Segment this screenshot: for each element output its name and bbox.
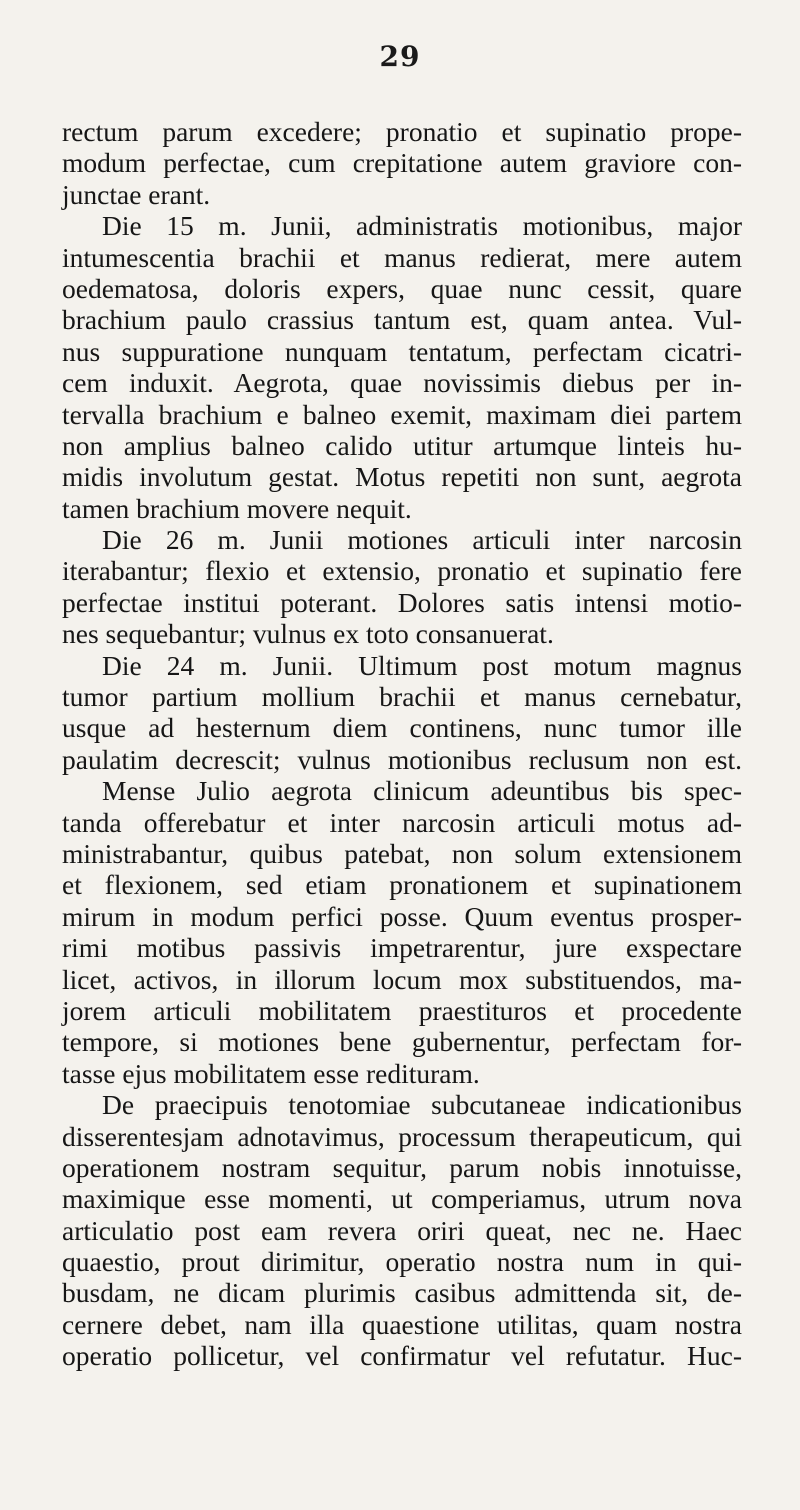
paragraph-3 — [62, 524, 742, 650]
text-line: Mense Julio aegrota clinicum adeuntibus bis spec- — [102, 775, 742, 807]
body-text — [62, 116, 742, 1372]
text-line: operatio pollicetur, vel confirmatur vel refutatur. Huc- — [62, 1340, 742, 1372]
text-line: tamen brachium movere nequit. — [62, 492, 412, 524]
text-line: iterabantur; flexio et extensio, pronatio et supinatio fere — [62, 555, 742, 587]
text-line: midis involutum gestat. Motus repetiti non sunt, aegrota — [62, 461, 742, 493]
page-number: 29 — [379, 40, 421, 73]
text-line: mirum in modum perfici posse. Quum eventus prosper- — [62, 900, 742, 932]
text-line: De praecipuis tenotomiae subcutaneae indicationibus — [102, 1089, 742, 1121]
text-line: tumor partium mollium brachii et manus cernebatur, — [62, 681, 742, 713]
text-line: rimi motibus passivis impetrarentur, jure exspectare — [62, 932, 742, 964]
text-line: tempore, si motiones bene gubernentur, perfectam for- — [62, 1026, 742, 1058]
text-line: articulatio post eam revera oriri queat, nec ne. Haec — [62, 1214, 742, 1246]
text-line: nes sequebantur; vulnus ex toto consanuerat. — [62, 618, 554, 650]
text-line: modum perfectae, cum crepitatione autem graviore con- — [62, 147, 742, 179]
text-line: maximique esse momenti, ut comperiamus, utrum nova — [62, 1183, 742, 1215]
text-line: disserentesjam adnotavimus, processum therapeuticum, qui — [62, 1120, 742, 1152]
text-line: Die 15 m. Junii, administratis motionibus, major — [102, 210, 742, 242]
text-line: operationem nostram sequitur, parum nobis innotuisse, — [62, 1151, 742, 1183]
text-line: Die 26 m. Junii motiones articuli inter narcosin — [102, 524, 742, 556]
text-line: Die 24 m. Junii. Ultimum post motum magnus — [102, 649, 742, 681]
text-line: busdam, ne dicam plurimis casibus admittenda sit, de- — [62, 1277, 742, 1309]
text-line: intumescentia brachii et manus redierat, mere autem — [62, 241, 742, 273]
text-line: ministrabantur, quibus patebat, non solum extensionem — [62, 837, 742, 869]
paragraph-4 — [62, 650, 742, 776]
text-line: junctae erant. — [62, 178, 211, 210]
text-line: jorem articuli mobilitatem praestituros et procedente — [62, 994, 742, 1026]
paragraph-5 — [62, 775, 742, 1089]
text-line: rectum parum excedere; pronatio et supinatio prope- — [62, 116, 742, 147]
text-line: paulatim decrescit; vulnus motionibus reclusum non est. — [62, 743, 742, 775]
text-line: cem induxit. Aegrota, quae novissimis diebus per in- — [62, 367, 742, 399]
text-line: tanda offerebatur et inter narcosin articuli motus ad- — [62, 806, 742, 838]
text-line: tervalla brachium e balneo exemit, maximam diei partem — [62, 398, 742, 430]
text-line: et flexionem, sed etiam pronationem et supinationem — [62, 869, 742, 901]
text-line: non amplius balneo calido utitur artumque linteis hu- — [62, 429, 742, 461]
text-line: brachium paulo crassius tantum est, quam antea. Vul- — [62, 304, 742, 336]
text-line: perfectae institui poterant. Dolores satis intensi motio- — [62, 586, 742, 618]
paragraph-2 — [62, 210, 742, 524]
text-line: cernere debet, nam illa quaestione utilitas, quam nostra — [62, 1308, 742, 1340]
text-line: usque ad hesternum diem continens, nunc tumor ille — [62, 712, 742, 744]
paragraph-6 — [62, 1089, 742, 1372]
paragraph-1 — [62, 116, 742, 210]
text-line: oedematosa, doloris expers, quae nunc cessit, quare — [62, 272, 742, 304]
text-line: licet, activos, in illorum locum mox substituendos, ma- — [62, 963, 742, 995]
text-line: nus suppuratione nunquam tentatum, perfectam cicatri- — [62, 335, 742, 367]
text-line: quaestio, prout dirimitur, operatio nostra num in qui- — [62, 1246, 742, 1278]
text-line: tasse ejus mobilitatem esse redituram. — [62, 1057, 480, 1089]
